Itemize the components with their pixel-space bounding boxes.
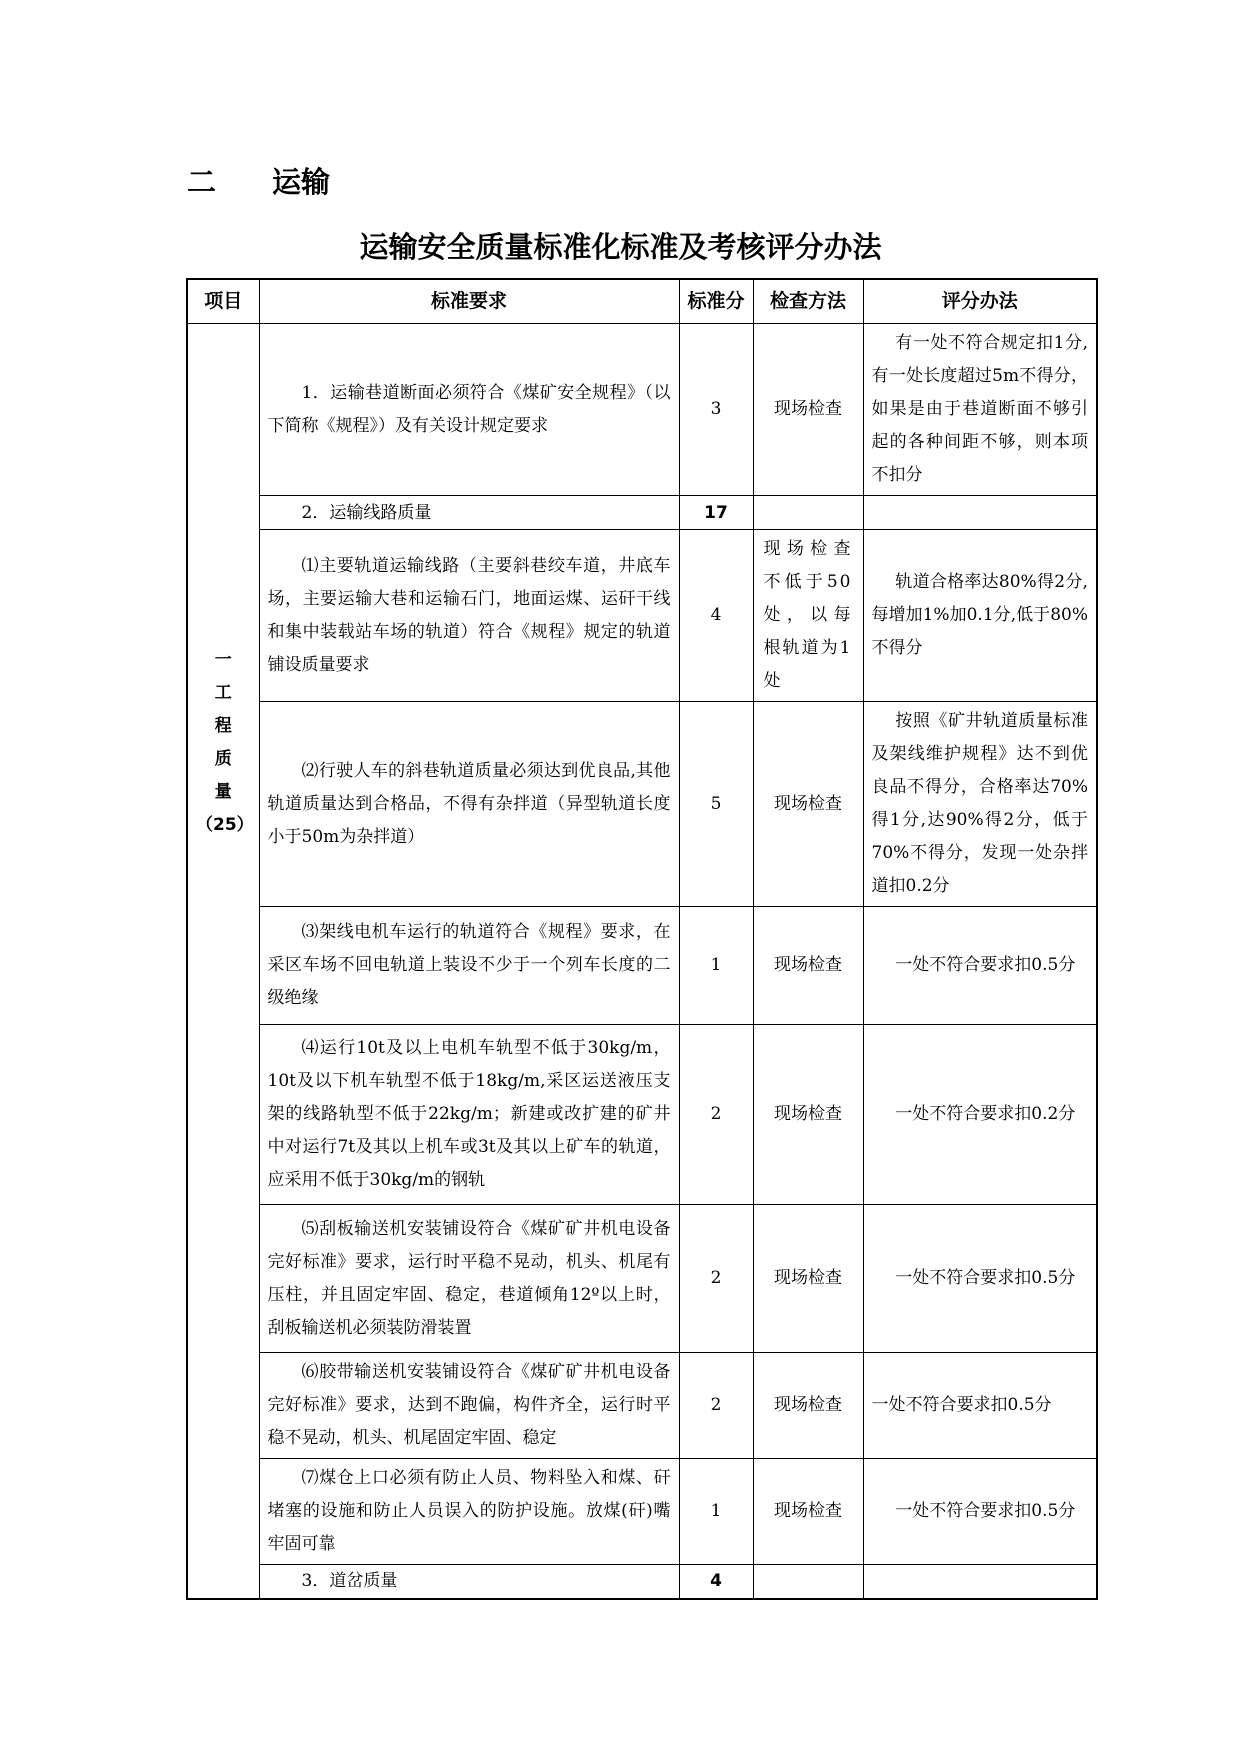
rule-cell bbox=[863, 1565, 1097, 1599]
table-row bbox=[187, 1353, 1097, 1459]
rule-cell: 按照《矿井轨道质量标准及架线维护规程》达不到优良品不得分，合格率达70%得1分,达90%得2分，低于70%不得分，发现一处杂拌道扣0.2分 bbox=[863, 702, 1097, 907]
method-cell: 现场检查不低于50处，以每根轨道为1处 bbox=[753, 530, 863, 702]
section-title: 运输 bbox=[272, 165, 331, 199]
score-cell: 4 bbox=[679, 530, 753, 702]
requirement-cell: ⑹胶带输送机安装铺设符合《煤矿矿井机电设备完好标准》要求，达到不跑偏，构件齐全，运行时平稳不晃动，机头、机尾固定牢固、稳定 bbox=[259, 1353, 679, 1459]
method-cell: 现场检查 bbox=[753, 1205, 863, 1353]
score-cell: 2 bbox=[679, 1353, 753, 1459]
method-cell bbox=[753, 496, 863, 530]
requirement-cell: ⑶架线电机车运行的轨道符合《规程》要求，在采区车场不回电轨道上装设不少于一个列车长度的二级绝缘 bbox=[259, 907, 679, 1025]
rule-cell: 一处不符合要求扣0.5分 bbox=[863, 1205, 1097, 1353]
score-cell: 17 bbox=[679, 496, 753, 530]
table-row bbox=[187, 1459, 1097, 1565]
table-row bbox=[187, 907, 1097, 1025]
table-row bbox=[187, 1025, 1097, 1205]
table-row bbox=[187, 1205, 1097, 1353]
category-cell bbox=[187, 324, 259, 1599]
score-cell: 2 bbox=[679, 1025, 753, 1205]
rule-cell: 一处不符合要求扣0.5分 bbox=[863, 907, 1097, 1025]
method-cell: 现场检查 bbox=[753, 907, 863, 1025]
document-title: 运输安全质量标准化标准及考核评分办法 bbox=[359, 230, 882, 264]
table-row bbox=[187, 324, 1097, 496]
category-char: 一 bbox=[214, 650, 232, 670]
header-method: 检查方法 bbox=[753, 279, 863, 324]
requirement-cell: ⑷运行10t及以上电机车轨型不低于30kg/m，10t及以下机车轨型不低于18kg/m,采区运送液压支架的线路轨型不低于22kg/m；新建或改扩建的矿井中对运行7t及其以上机车或3t及其以上矿车的轨道，应采用不低于30kg/m的钢轨 bbox=[259, 1025, 679, 1205]
section-number: 二 bbox=[187, 165, 217, 199]
requirement-cell: ⑴主要轨道运输线路（主要斜巷绞车道，井底车场，主要运输大巷和运输石门，地面运煤、运矸干线和集中装载站车场的轨道）符合《规程》规定的轨道铺设质量要求 bbox=[259, 530, 679, 702]
method-cell bbox=[753, 1565, 863, 1599]
score-cell: 1 bbox=[679, 1459, 753, 1565]
rule-cell: 一处不符合要求扣0.5分 bbox=[863, 1353, 1097, 1459]
requirement-cell: 2．运输线路质量 bbox=[259, 496, 679, 530]
rule-cell: 一处不符合要求扣0.5分 bbox=[863, 1459, 1097, 1565]
category-char: 工 bbox=[214, 683, 232, 703]
table-row bbox=[187, 1565, 1097, 1599]
table-row bbox=[187, 496, 1097, 530]
requirement-cell: 1．运输巷道断面必须符合《煤矿安全规程》（以下简称《规程》）及有关设计规定要求 bbox=[259, 324, 679, 496]
table-row bbox=[187, 702, 1097, 907]
requirement-cell: 3．道岔质量 bbox=[259, 1565, 679, 1599]
category-score: （25） bbox=[196, 815, 254, 835]
requirement-cell: ⑺煤仓上口必须有防止人员、物料坠入和煤、矸堵塞的设施和防止人员误入的防护设施。放煤(矸)嘴牢固可靠 bbox=[259, 1459, 679, 1565]
table-row bbox=[187, 530, 1097, 702]
rule-cell: 有一处不符合规定扣1分,有一处长度超过5m不得分，如果是由于巷道断面不够引起的各种间距不够，则本项不扣分 bbox=[863, 324, 1097, 496]
score-cell: 2 bbox=[679, 1205, 753, 1353]
method-cell: 现场检查 bbox=[753, 1353, 863, 1459]
method-cell: 现场检查 bbox=[753, 324, 863, 496]
header-item: 项目 bbox=[187, 279, 259, 324]
rule-cell bbox=[863, 496, 1097, 530]
category-char: 量 bbox=[214, 782, 232, 802]
rule-cell: 一处不符合要求扣0.2分 bbox=[863, 1025, 1097, 1205]
score-cell: 1 bbox=[679, 907, 753, 1025]
category-char: 程 bbox=[214, 716, 232, 736]
score-cell: 5 bbox=[679, 702, 753, 907]
rule-cell: 轨道合格率达80%得2分,每增加1%加0.1分,低于80%不得分 bbox=[863, 530, 1097, 702]
table-header-row bbox=[187, 279, 1097, 324]
requirement-cell: ⑸刮板输送机安装铺设符合《煤矿矿井机电设备完好标准》要求，运行时平稳不晃动，机头、机尾有压柱，并且固定牢固、稳定，巷道倾角12º以上时，刮板输送机必须装防滑装置 bbox=[259, 1205, 679, 1353]
method-cell: 现场检查 bbox=[753, 702, 863, 907]
header-rule: 评分办法 bbox=[863, 279, 1097, 324]
header-score: 标准分 bbox=[679, 279, 753, 324]
score-cell: 3 bbox=[679, 324, 753, 496]
score-cell: 4 bbox=[679, 1565, 753, 1599]
category-char: 质 bbox=[214, 749, 232, 769]
section-heading bbox=[187, 160, 330, 201]
method-cell: 现场检查 bbox=[753, 1459, 863, 1565]
standards-table bbox=[186, 278, 1098, 1600]
header-requirement: 标准要求 bbox=[259, 279, 679, 324]
requirement-cell: ⑵行驶人车的斜巷轨道质量必须达到优良品,其他轨道质量达到合格品，不得有杂拌道（异型轨道长度小于50m为杂拌道） bbox=[259, 702, 679, 907]
method-cell: 现场检查 bbox=[753, 1025, 863, 1205]
